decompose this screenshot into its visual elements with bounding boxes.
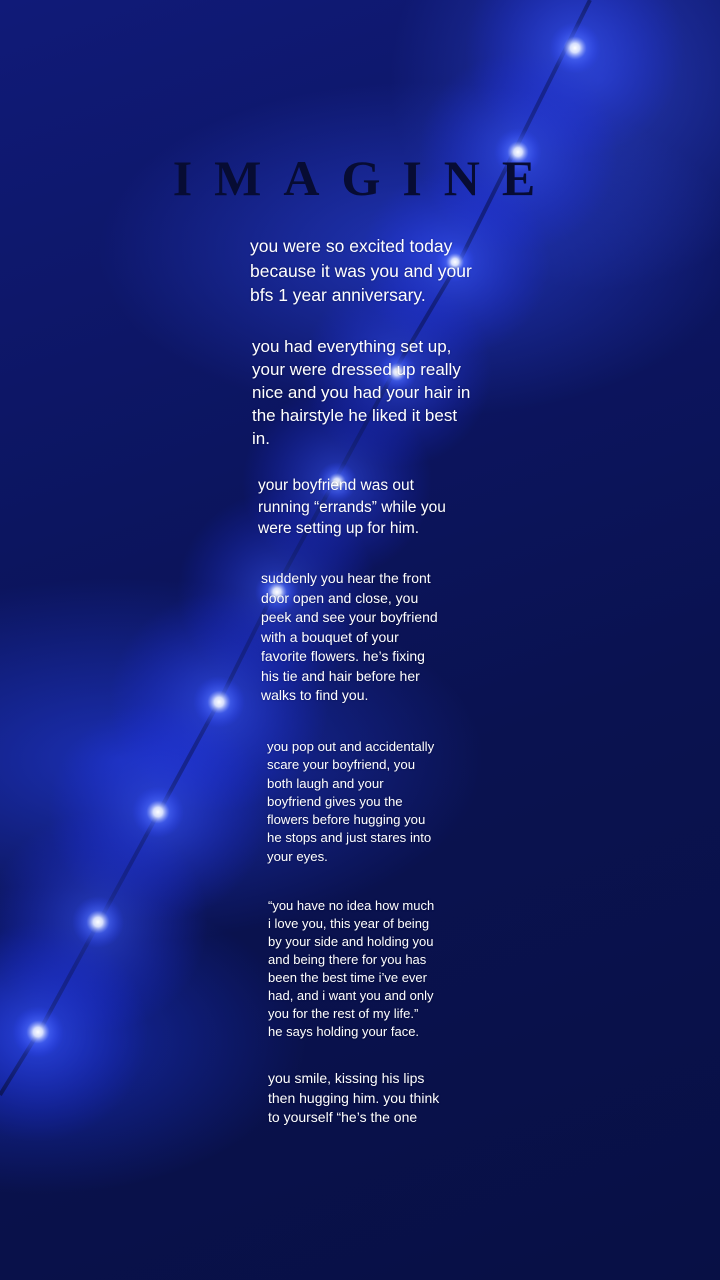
- story-title: IMAGINE: [172, 150, 558, 206]
- light-bulb: [12, 1006, 64, 1058]
- story-paragraph-3: your boyfriend was out running “errands” while you were setting up for him.: [258, 477, 446, 537]
- story-paragraph-5: you pop out and accidentally scare your boyfriend, you both laugh and your boyfriend gives you the flowers before hugging you he stops and just stares into your eyes.: [267, 739, 435, 864]
- light-bulb: [193, 676, 245, 728]
- story-paragraph-6: “you have no idea how much i love you, this year of being by your side and holding you and being there for you has been the best time i’ve ever had, and i want you and only you for the rest of my life.” he says holding your face.: [268, 898, 435, 1039]
- story-paragraph-2: you had everything set up, your were dressed up really nice and you had your hair in the hairstyle he liked it best in.: [252, 337, 471, 448]
- light-bulb: [132, 786, 184, 838]
- story-paragraph-7: you smile, kissing his lips then hugging him. you think to yourself “he’s the one: [268, 1070, 440, 1125]
- story-paragraph-4: suddenly you hear the front door open and close, you peek and see your boyfriend with a bouquet of your favorite flowers. he’s fixing his tie and hair before her walks to find you.: [261, 570, 438, 703]
- light-bulb: [72, 896, 124, 948]
- light-bulb: [549, 22, 601, 74]
- story-paragraph-1: you were so excited today because it was you and your bfs 1 year anniversary.: [250, 236, 472, 305]
